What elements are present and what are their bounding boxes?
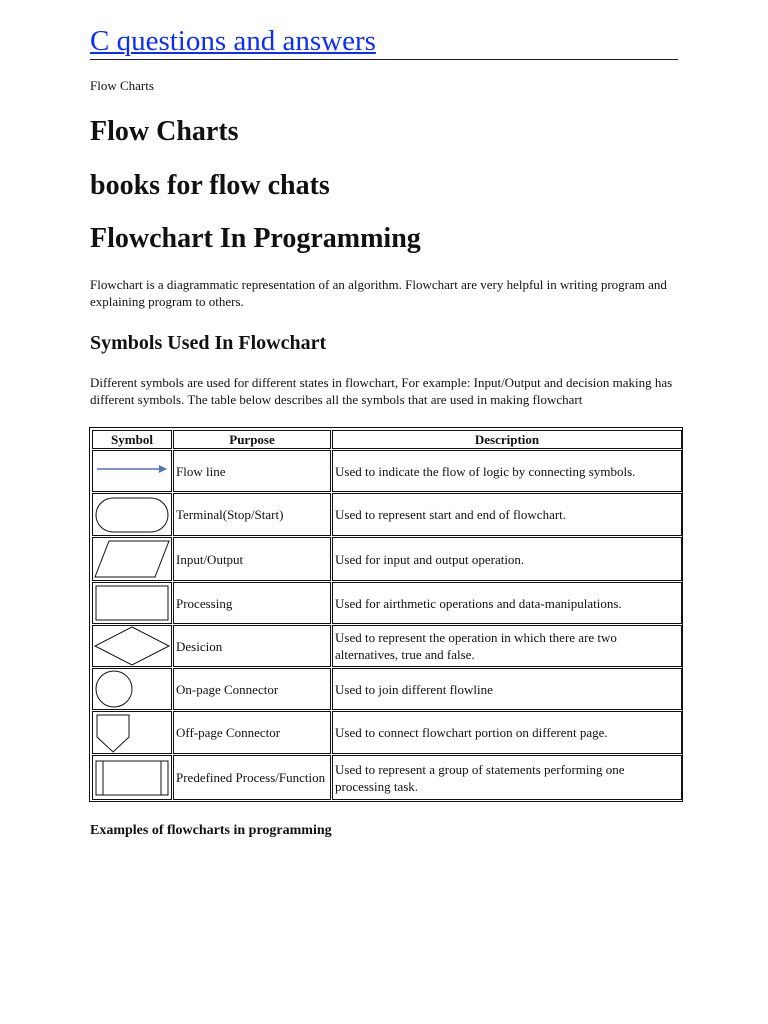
symbols-section-heading: Symbols Used In Flowchart	[90, 332, 327, 354]
books-heading: books for flow chats	[90, 170, 330, 201]
symbol-table	[91, 429, 683, 801]
table-row	[92, 711, 682, 754]
table-row	[92, 668, 682, 710]
intro-paragraph: Flowchart is a diagrammatic representation of an algorithm. Flowchart are very helpful in writing program and explaining program to others.	[90, 277, 667, 309]
decision-icon	[93, 626, 171, 666]
symbol-cell	[92, 625, 172, 667]
on-page-connector-icon	[93, 669, 171, 709]
description-cell: Used to represent a group of statements performing one processing task.	[332, 755, 682, 800]
symbols-intro-paragraph: Different symbols are used for different states in flowchart, For example: Input/Output and decision making has different symbols. The table below describes all the symbols that are used in making flowchart	[90, 375, 673, 407]
symbol-cell	[92, 493, 172, 536]
table-row	[92, 450, 682, 492]
purpose-column-header: Purpose	[173, 430, 331, 449]
flow-line-icon	[93, 451, 171, 491]
table-row	[92, 582, 682, 624]
purpose-cell: Flow line	[173, 450, 331, 492]
description-cell: Used to represent start and end of flowchart.	[332, 493, 682, 536]
predefined-process-icon	[93, 758, 171, 798]
purpose-cell: Terminal(Stop/Start)	[173, 493, 331, 536]
description-cell: Used to join different flowline	[332, 668, 682, 710]
examples-heading: Examples of flowcharts in programming	[90, 823, 332, 838]
table-row	[92, 625, 682, 667]
symbol-cell	[92, 450, 172, 492]
symbol-cell	[92, 755, 172, 800]
flowchart-programming-heading: Flowchart In Programming	[90, 223, 421, 254]
description-cell: Used for airthmetic operations and data-manipulations.	[332, 582, 682, 624]
input-output-icon	[93, 539, 171, 579]
symbol-cell	[92, 668, 172, 710]
description-column-header: Description	[332, 430, 682, 449]
table-row	[92, 537, 682, 581]
breadcrumb: Flow Charts	[90, 78, 154, 93]
symbol-column-header: Symbol	[92, 430, 172, 449]
terminal-icon	[93, 495, 171, 535]
table-row	[92, 493, 682, 536]
site-header	[90, 24, 678, 64]
purpose-cell: Processing	[173, 582, 331, 624]
off-page-connector-icon	[93, 713, 171, 753]
symbol-cell	[92, 582, 172, 624]
symbol-table-frame	[89, 427, 683, 802]
table-row	[92, 755, 682, 800]
purpose-cell: Desicion	[173, 625, 331, 667]
processing-icon	[93, 583, 171, 623]
description-cell: Used to represent the operation in which there are two alternatives, true and false.	[332, 625, 682, 667]
purpose-cell: On-page Connector	[173, 668, 331, 710]
purpose-cell: Predefined Process/Function	[173, 755, 331, 800]
page-title: Flow Charts	[90, 116, 239, 147]
header-divider	[90, 59, 678, 60]
symbol-cell	[92, 711, 172, 754]
description-cell: Used to connect flowchart portion on different page.	[332, 711, 682, 754]
site-title-link[interactable]: C questions and answers	[90, 25, 376, 57]
description-cell: Used for input and output operation.	[332, 537, 682, 581]
purpose-cell: Input/Output	[173, 537, 331, 581]
table-header-row	[92, 430, 682, 449]
purpose-cell: Off-page Connector	[173, 711, 331, 754]
symbol-cell	[92, 537, 172, 581]
description-cell: Used to indicate the flow of logic by connecting symbols.	[332, 450, 682, 492]
